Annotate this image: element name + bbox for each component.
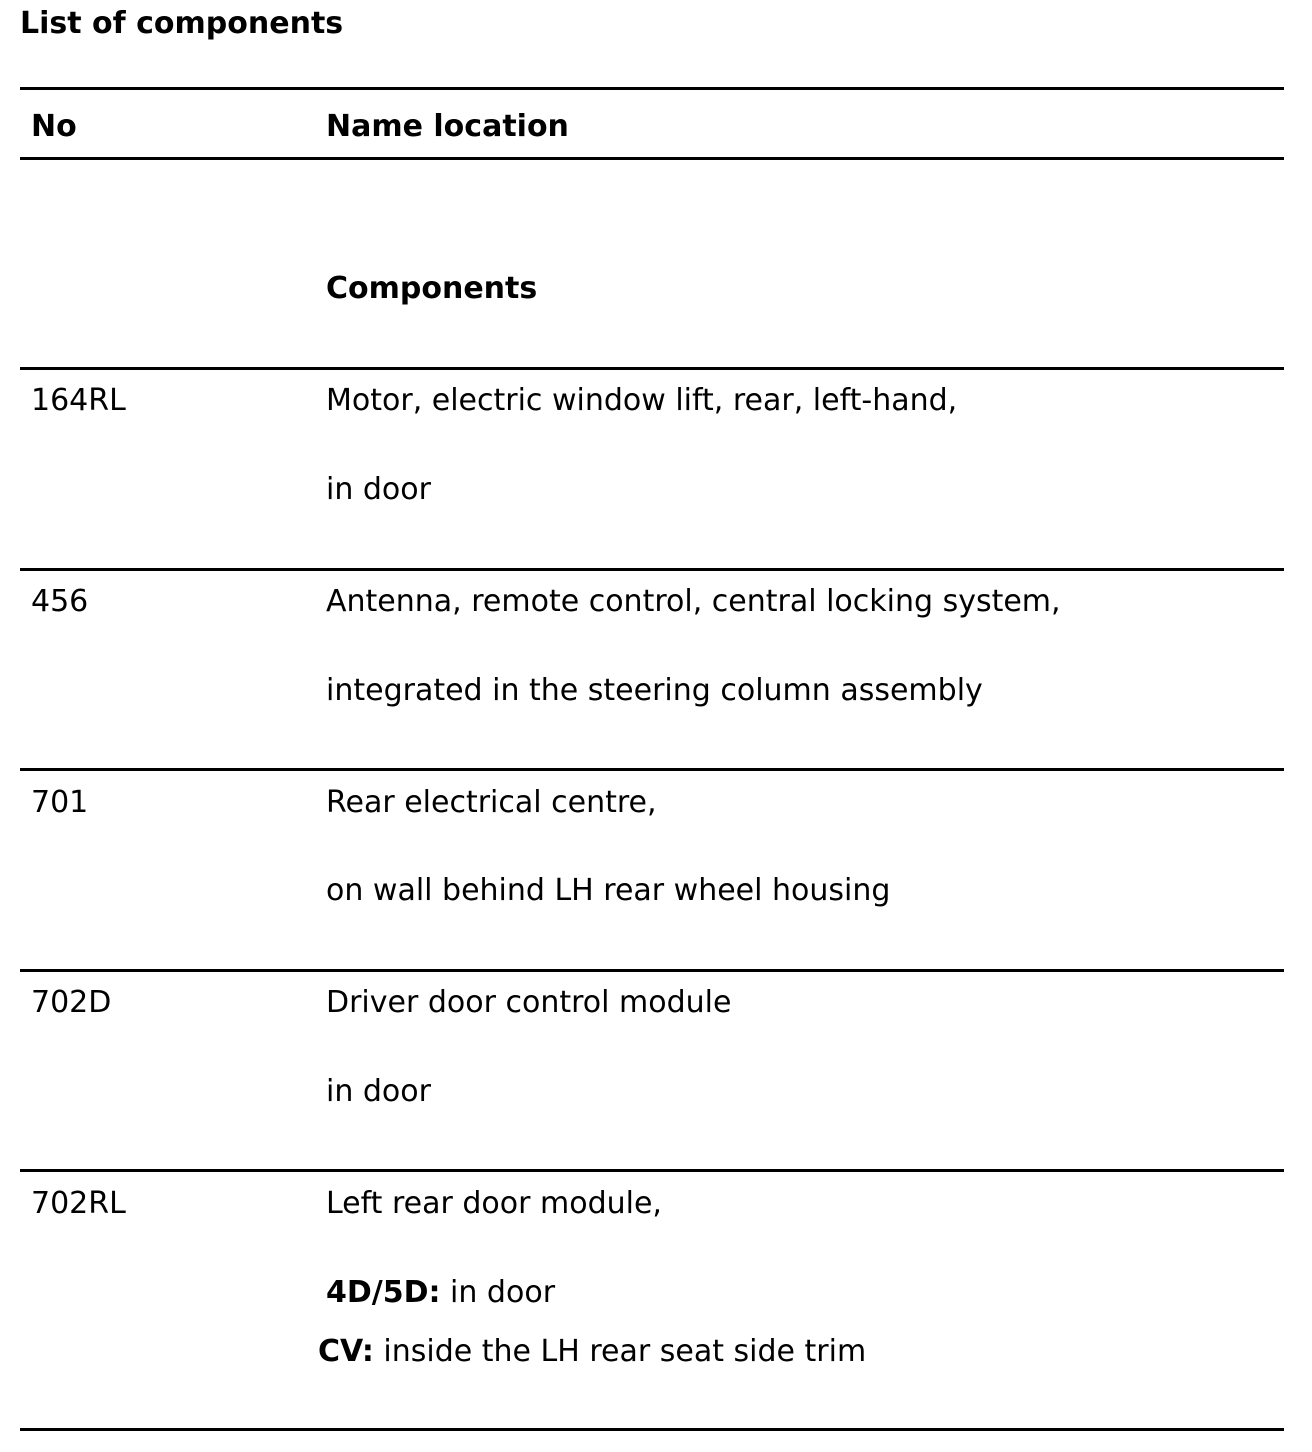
row-divider — [20, 768, 1284, 771]
page-title: List of components — [20, 6, 344, 41]
component-number: 702D — [31, 985, 112, 1020]
component-number: 701 — [31, 785, 89, 820]
variant-label: CV: — [318, 1334, 374, 1369]
component-location-variant — [318, 1333, 866, 1371]
variant-label: 4D/5D: — [326, 1275, 441, 1310]
component-location: on wall behind LH rear wheel housing — [326, 873, 891, 908]
header-no: No — [31, 109, 77, 144]
table-bottom-rule — [20, 1428, 1284, 1431]
component-number: 702RL — [31, 1186, 126, 1221]
variant-text: inside the LH rear seat side trim — [373, 1334, 867, 1369]
row-divider — [20, 367, 1284, 370]
component-name: Left rear door module, — [326, 1186, 662, 1221]
header-name-location: Name location — [326, 109, 569, 144]
component-number: 164RL — [31, 383, 126, 418]
row-divider — [20, 568, 1284, 571]
component-name: Motor, electric window lift, rear, left-hand, — [326, 383, 958, 418]
component-location: integrated in the steering column assembly — [326, 673, 983, 708]
component-location: in door — [326, 472, 431, 507]
section-heading: Components — [326, 271, 538, 306]
component-name: Rear electrical centre, — [326, 785, 657, 820]
component-location-variant — [326, 1274, 555, 1312]
header-rule — [20, 157, 1284, 160]
component-location: in door — [326, 1074, 431, 1109]
row-divider — [20, 969, 1284, 972]
component-number: 456 — [31, 584, 89, 619]
variant-text: in door — [440, 1275, 556, 1310]
row-divider — [20, 1169, 1284, 1172]
component-name: Driver door control module — [326, 985, 732, 1020]
component-name: Antenna, remote control, central locking system, — [326, 584, 1061, 619]
table-top-rule — [20, 87, 1284, 90]
